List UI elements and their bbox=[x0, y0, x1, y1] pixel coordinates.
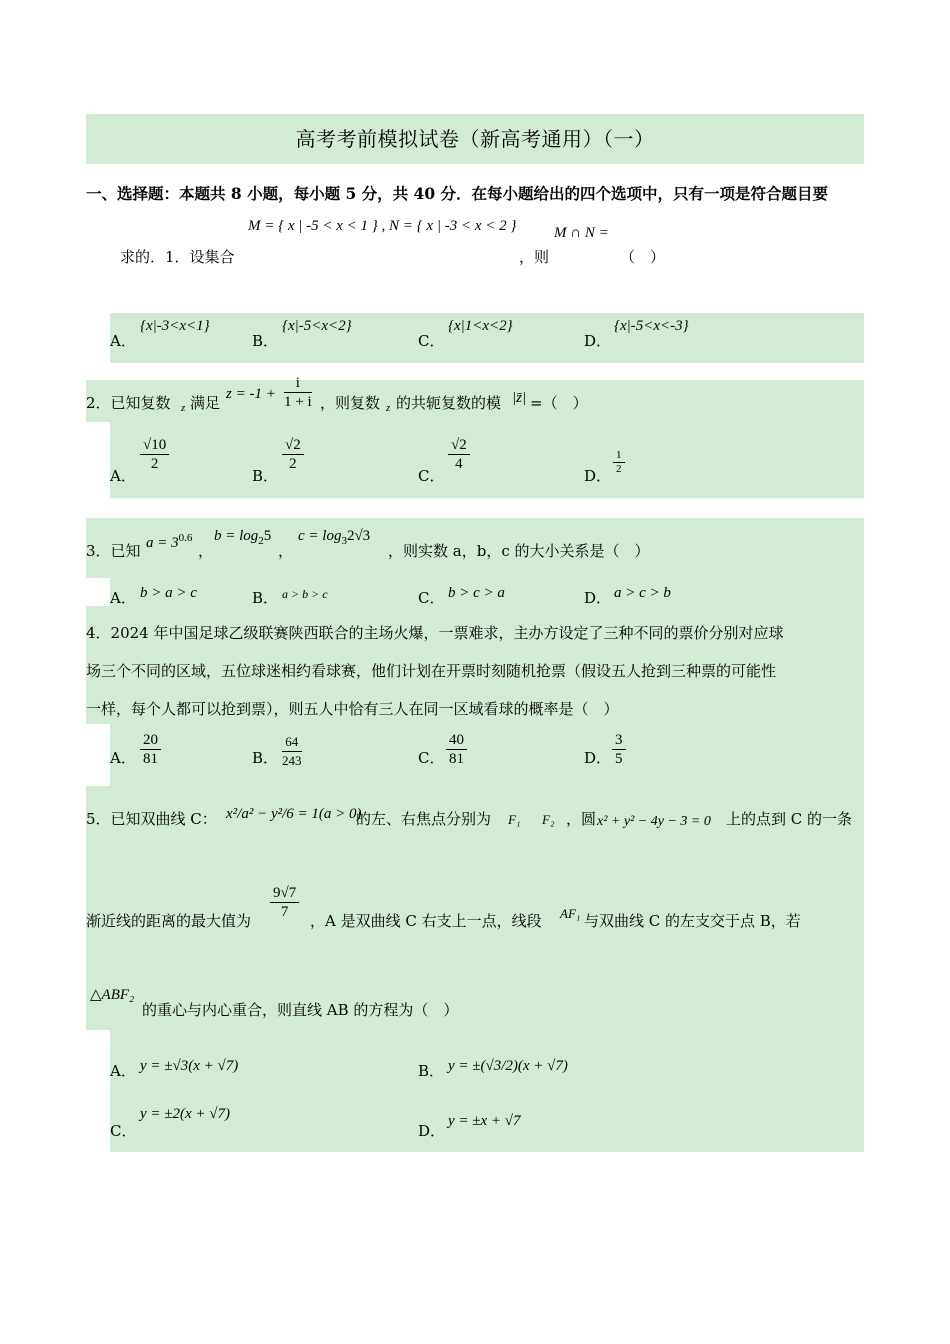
q3-option-a-value: b > a > c bbox=[140, 585, 197, 601]
q5-f1: F₁ bbox=[508, 812, 521, 827]
q2-option-b-label: B． bbox=[252, 467, 279, 485]
q4-option-b-value bbox=[282, 733, 302, 770]
q1-option-a-label: A． bbox=[110, 332, 136, 350]
q5-part1: 5．已知双曲线 C： bbox=[86, 810, 217, 828]
q2-option-c-num: √2 bbox=[448, 436, 470, 455]
q3-option-b-value: a > b > c bbox=[282, 587, 328, 601]
q5-part3: ，圆 bbox=[566, 810, 597, 828]
q2-option-d-num: 1 bbox=[613, 449, 625, 463]
q1-option-d-label: D． bbox=[584, 332, 612, 350]
q5-triangle: △ABF₂ bbox=[90, 987, 135, 1003]
q5-f2: F₂ bbox=[542, 812, 555, 827]
q4-option-c-den: 81 bbox=[449, 751, 464, 767]
q3-b-expr bbox=[214, 528, 271, 547]
q1-option-b-label: B． bbox=[252, 332, 279, 350]
q4-option-d-num: 3 bbox=[612, 731, 626, 750]
q3-c-arg: 2√3 bbox=[346, 528, 371, 544]
q1-option-d-value: {x|-5<x<-3} bbox=[614, 318, 689, 334]
q2-option-c-value bbox=[448, 436, 470, 473]
q2-part5: =（ ） bbox=[530, 394, 588, 412]
q1-lead: 求的．1．设集合 bbox=[120, 248, 235, 266]
q3-option-b-label: B． bbox=[252, 589, 279, 607]
q2-equation-left: z = -1 + bbox=[226, 386, 276, 402]
q5-max-den: 7 bbox=[280, 904, 289, 920]
section-heading: 一、选择题：本题共 8 小题，每小题 5 分，共 40 分．在每小题给出的四个选项中，只有一项是符合题目要 bbox=[86, 184, 829, 203]
q5-max-num: 9√7 bbox=[270, 884, 299, 903]
q5-option-c-value: y = ±2(x + √7) bbox=[140, 1106, 231, 1122]
q2-options-band bbox=[110, 422, 864, 498]
q5-option-d-label: D． bbox=[418, 1122, 446, 1140]
q2-frac-num: i bbox=[284, 374, 312, 393]
q5-hyperbola-eq: x²/a² − y²/6 = 1(a > 0) bbox=[226, 806, 362, 822]
q5-option-b-value: y = ±(√3/2)(x + √7) bbox=[448, 1058, 568, 1074]
q5-af1: AF₁ bbox=[560, 906, 581, 921]
q2-z1: z bbox=[181, 402, 186, 414]
q2-option-b-value bbox=[282, 436, 304, 473]
q4-option-a-num: 20 bbox=[140, 731, 161, 750]
q3-c-base: 3 bbox=[341, 535, 347, 547]
q2-option-d-value bbox=[613, 449, 625, 476]
q2-part3: ，则复数 bbox=[320, 394, 381, 412]
q2-option-a-num: √10 bbox=[140, 436, 169, 455]
q4-option-d-label: D． bbox=[584, 749, 612, 767]
q1-option-a-value: {x|-3<x<1} bbox=[140, 318, 210, 334]
q3-b-log: b = log bbox=[214, 528, 259, 544]
q2-option-c-den: 4 bbox=[455, 456, 463, 472]
q4-option-b-label: B． bbox=[252, 749, 279, 767]
q4-option-b-den: 243 bbox=[282, 753, 302, 768]
q2-frac-den: 1 + i bbox=[284, 394, 312, 410]
q2-equation-fraction bbox=[284, 374, 312, 411]
q3-b-base: 2 bbox=[258, 535, 264, 547]
q5-line3: 的重心与内心重合，则直线 AB 的方程为（ ） bbox=[142, 1001, 459, 1019]
q4-line2: 场三个不同的区域，五位球迷相约看球赛，他们计划在开票时刻随机抢票（假设五人抢到三种票的可能性 bbox=[86, 662, 777, 680]
q4-option-b-num: 64 bbox=[282, 733, 302, 752]
q3-option-d-value: a > c > b bbox=[614, 585, 671, 601]
q5-part4: 上的点到 C 的一条 bbox=[726, 810, 853, 828]
q5-line2-tail: ，A 是双曲线 C 右支上一点，线段 bbox=[310, 912, 542, 930]
q3-sep2: ， bbox=[278, 542, 294, 560]
q3-a-expr bbox=[146, 532, 192, 552]
q3-tail: ，则实数 a，b，c 的大小关系是（ ） bbox=[388, 542, 650, 560]
q2-part1: 2．已知复数 bbox=[86, 394, 171, 412]
q4-option-d-value bbox=[612, 731, 626, 768]
q1-set-formula: M = { x | -5 < x < 1 } , N = { x | -3 < x < 2 } bbox=[248, 218, 517, 234]
q1-blank: （ ） bbox=[620, 248, 666, 266]
q1-option-c-label: C． bbox=[418, 332, 445, 350]
q2-option-a-den: 2 bbox=[150, 456, 159, 472]
q2-option-b-den: 2 bbox=[289, 456, 297, 472]
q3-option-d-label: D． bbox=[584, 589, 612, 607]
q4-option-a-label: A． bbox=[110, 749, 136, 767]
q5-line2-end: 与双曲线 C 的左支交于点 B，若 bbox=[584, 912, 801, 930]
q3-part1: 3．已知 bbox=[86, 542, 141, 560]
q5-max-distance bbox=[270, 884, 299, 921]
q3-option-c-value: b > c > a bbox=[448, 585, 505, 601]
q5-part2: 的左、右焦点分别为 bbox=[356, 810, 492, 828]
q4-option-a-value bbox=[140, 731, 161, 768]
q2-option-a-label: A． bbox=[110, 467, 136, 485]
q3-option-c-label: C． bbox=[418, 589, 445, 607]
q1-option-b-value: {x|-5<x<2} bbox=[282, 318, 352, 334]
q5-option-d-value: y = ±x + √7 bbox=[448, 1113, 521, 1129]
q1-option-c-value: {x|1<x<2} bbox=[448, 318, 513, 334]
q2-part2: 满足 bbox=[190, 394, 221, 412]
q2-part4: 的共轭复数的模 bbox=[396, 394, 502, 412]
q4-option-d-den: 5 bbox=[615, 751, 623, 767]
q2-option-d-den: 2 bbox=[616, 463, 622, 475]
q5-option-a-label: A． bbox=[110, 1062, 136, 1080]
q3-a-exponent: 0.6 bbox=[178, 532, 193, 544]
q4-option-c-value bbox=[446, 731, 467, 768]
q2-z2: z bbox=[386, 402, 391, 414]
q2-option-b-num: √2 bbox=[282, 436, 304, 455]
q3-sep1: ， bbox=[198, 542, 214, 560]
q5-option-c-label: C． bbox=[110, 1122, 137, 1140]
q4-option-c-label: C． bbox=[418, 749, 445, 767]
q3-option-a-label: A． bbox=[110, 589, 136, 607]
q4-options-band bbox=[110, 724, 864, 786]
q3-c-expr bbox=[298, 528, 370, 547]
q2-option-a-value bbox=[140, 436, 169, 473]
q4-line1: 4．2024 年中国足球乙级联赛陕西联合的主场火爆，一票难求，主办方设定了三种不同的票价分别对应球 bbox=[86, 624, 784, 642]
q1-mid: ，则 bbox=[519, 248, 550, 266]
q3-c-log: c = log bbox=[298, 528, 342, 544]
q5-option-a-value: y = ±√3(x + √7) bbox=[140, 1058, 239, 1074]
q3-b-arg: 5 bbox=[263, 528, 272, 544]
q2-option-c-label: C． bbox=[418, 467, 445, 485]
q4-option-a-den: 81 bbox=[143, 751, 158, 767]
q5-line2-lead: 渐近线的距离的最大值为 bbox=[86, 912, 252, 930]
q5-circle-eq: x² + y² − 4y − 3 = 0 bbox=[597, 814, 711, 829]
q5-options-band bbox=[110, 1030, 864, 1152]
q1-intersection-expr: M ∩ N = bbox=[554, 225, 609, 241]
page-title: 高考考前模拟试卷（新高考通用）（一） bbox=[295, 127, 655, 151]
q4-option-c-num: 40 bbox=[446, 731, 467, 750]
q2-conjugate-modulus: |z̄| bbox=[512, 390, 527, 406]
q3-a-base: a = 3 bbox=[146, 535, 179, 551]
q2-option-d-label: D． bbox=[584, 467, 612, 485]
q4-line3: 一样，每个人都可以抢到票），则五人中恰有三人在同一区域看球的概率是（ ） bbox=[86, 700, 619, 718]
q5-option-b-label: B． bbox=[418, 1062, 445, 1080]
